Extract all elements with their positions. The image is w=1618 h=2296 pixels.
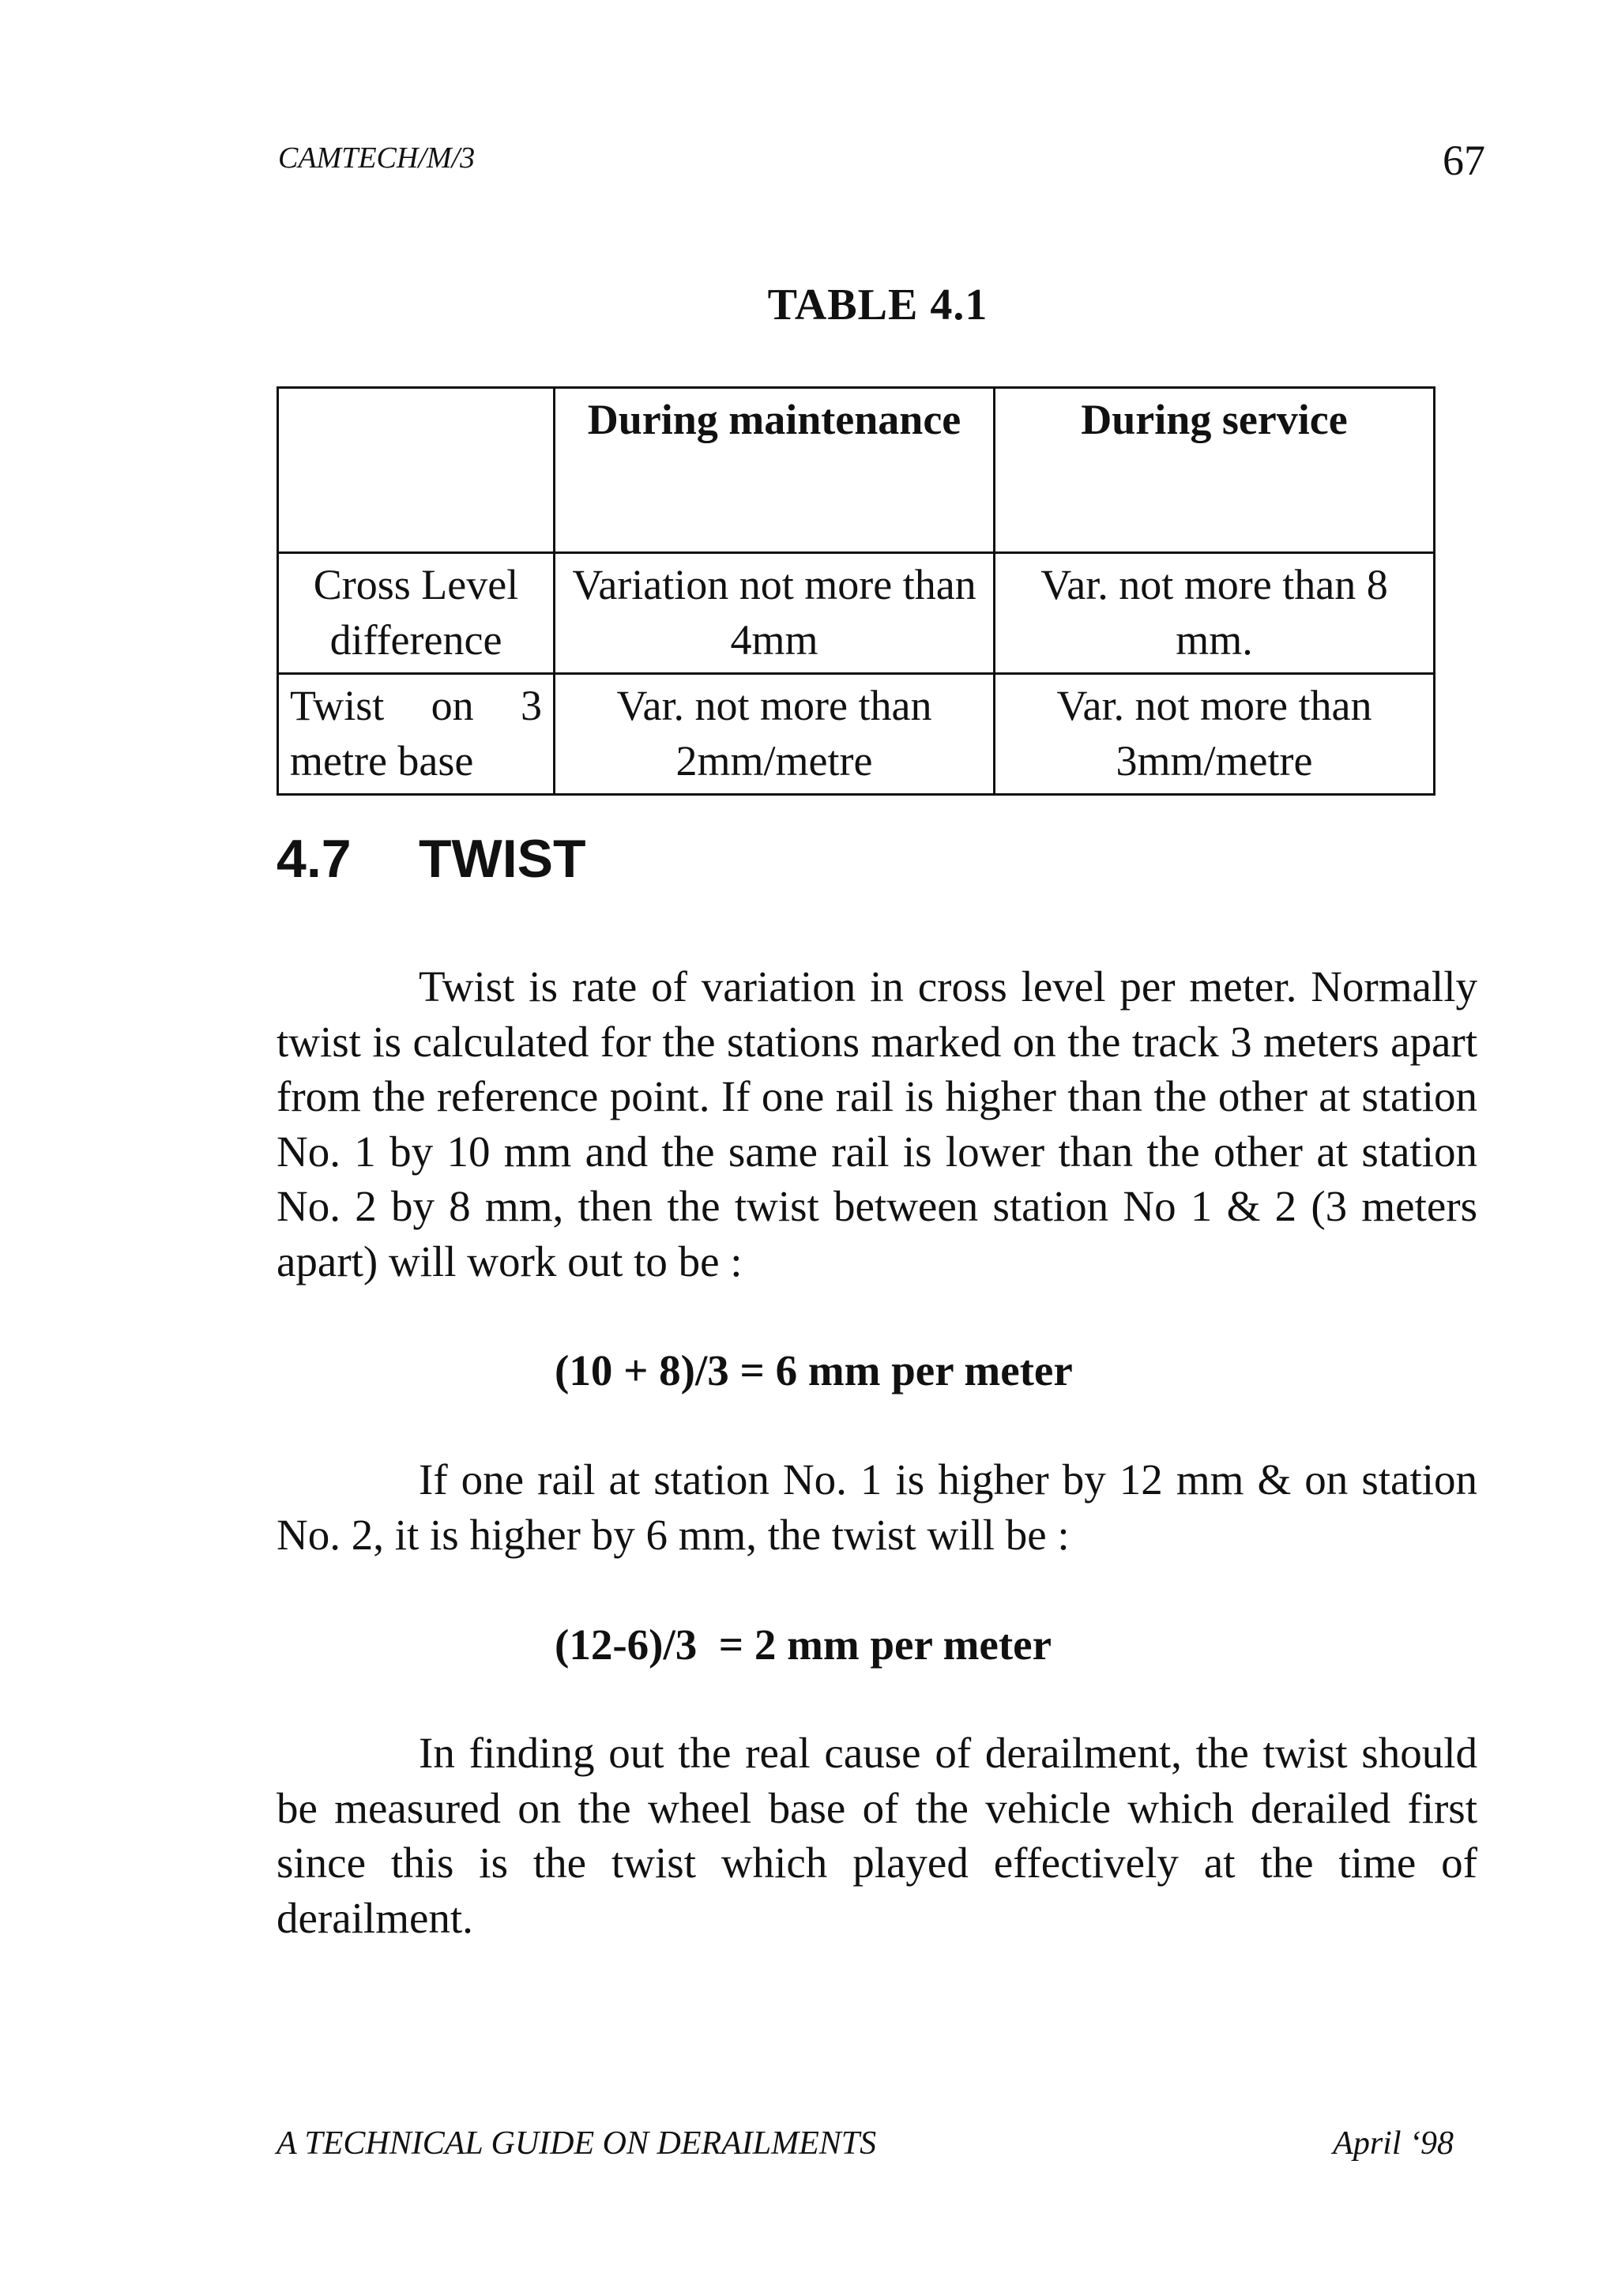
table-title: TABLE 4.1	[767, 280, 988, 329]
tolerance-table	[277, 386, 1436, 796]
page-number: 67	[1443, 137, 1485, 184]
section-title: TWIST	[419, 829, 586, 889]
table-header-empty	[278, 388, 555, 553]
table-row	[278, 553, 1435, 674]
cell-service-value: Var. not more than 3mm/metre	[995, 674, 1435, 795]
row-label-twist-line1: Twist on 3	[290, 682, 542, 729]
formula-example-2: (12-6)/3 = 2 mm per meter	[555, 1620, 1052, 1669]
section-number: 4.7	[277, 829, 352, 889]
paragraph-derailment-cause: In finding out the real cause of derailment, the twist should be measured on the wheel base of the vehicle which derailed first since this is the twist which played effectively at the time of derailment.	[277, 1729, 1477, 1942]
table-header-maintenance: During maintenance	[555, 388, 995, 553]
section-heading	[277, 828, 586, 890]
footer-date: April ‘98	[1333, 2125, 1454, 2162]
cell-maintenance-value: Var. not more than 2mm/metre	[555, 674, 995, 795]
paragraph-second-example: If one rail at station No. 1 is higher by 12 mm & on station No. 2, it is higher by 6 mm, the twist will be :	[277, 1455, 1477, 1559]
table-row	[278, 674, 1435, 795]
row-label-cross-level: Cross Level difference	[278, 553, 555, 674]
paragraph-twist-definition: Twist is rate of variation in cross level per meter. Normally twist is calculated for the stations marked on the track 3 meters apart from the reference point. If one rail is higher than the other at station No. 1 by 10 mm and the same rail is lower than the other at station No. 2 by 8 mm, then the twist between station No 1 & 2 (3 meters apart) will work out to be :	[277, 962, 1477, 1285]
cell-maintenance-value: Variation not more than 4mm	[555, 553, 995, 674]
formula-example-1: (10 + 8)/3 = 6 mm per meter	[555, 1346, 1073, 1395]
row-label-twist-line2: metre base	[290, 737, 474, 785]
table-header-row	[278, 388, 1435, 553]
table-header-service: During service	[995, 388, 1435, 553]
row-label-twist	[278, 674, 555, 795]
cell-service-value: Var. not more than 8 mm.	[995, 553, 1435, 674]
running-header: CAMTECH/M/3	[278, 141, 476, 175]
footer-book-title: A TECHNICAL GUIDE ON DERAILMENTS	[277, 2125, 877, 2162]
